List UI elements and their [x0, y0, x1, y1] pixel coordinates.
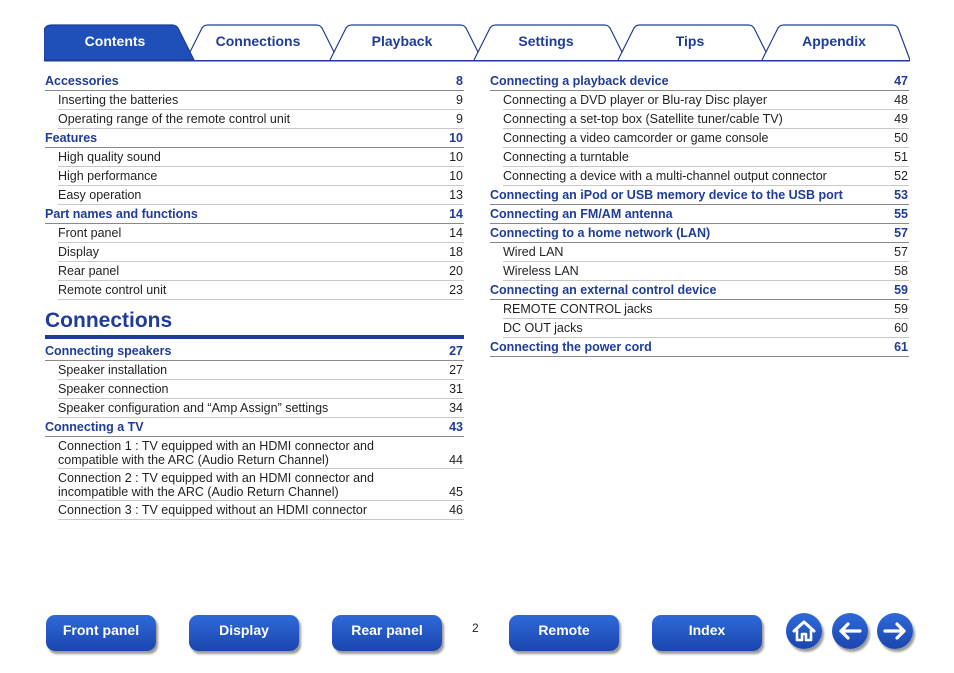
- toc-sub-entry[interactable]: [58, 281, 464, 300]
- toc-entry-title: REMOTE CONTROL jacks: [503, 302, 653, 316]
- toc-entry-title: DC OUT jacks: [503, 321, 583, 335]
- toc-entry-title: Speaker connection: [58, 382, 169, 396]
- toc-entry-page: 52: [894, 169, 908, 183]
- toc-sub-entry[interactable]: [58, 91, 464, 110]
- toc-sub-entry[interactable]: [503, 148, 909, 167]
- toc-entry-page: 47: [894, 74, 908, 88]
- toc-sub-entry[interactable]: [58, 243, 464, 262]
- toc-heading-entry[interactable]: [490, 205, 909, 224]
- toc-entry-page: 57: [894, 245, 908, 259]
- toc-entry-page: 49: [894, 112, 908, 126]
- toc-heading-entry[interactable]: [490, 281, 909, 300]
- rear-panel-button[interactable]: Rear panel: [332, 615, 442, 651]
- toc-entry-title: Connecting a video camcorder or game console: [503, 131, 769, 145]
- toc-sub-entry[interactable]: [58, 167, 464, 186]
- toc-sub-entry[interactable]: [503, 243, 909, 262]
- toc-entry-page: 20: [449, 264, 463, 278]
- toc-entry-title: Speaker configuration and “Amp Assign” settings: [58, 401, 329, 415]
- toc-entry-page: 45: [449, 485, 463, 499]
- front-panel-button[interactable]: Front panel: [46, 615, 156, 651]
- toc-entry-title: Connecting a DVD player or Blu-ray Disc player: [503, 93, 767, 107]
- toc-entry-title: High quality sound: [58, 150, 161, 164]
- tab-bar: [44, 24, 910, 62]
- toc-entry-title: Connecting a playback device: [490, 74, 669, 88]
- toc-heading-entry[interactable]: [45, 72, 464, 91]
- toc-entry-title: Remote control unit: [58, 283, 167, 297]
- tab-appendix[interactable]: Appendix: [802, 33, 866, 49]
- toc-entry-title: Connection 3 : TV equipped without an HDMI connector: [58, 503, 367, 517]
- toc-sub-entry[interactable]: [58, 224, 464, 243]
- toc-sub-entry[interactable]: [58, 437, 464, 469]
- toc-sub-entry[interactable]: [58, 110, 464, 129]
- toc-entry-page: 10: [449, 150, 463, 164]
- toc-heading-entry[interactable]: [490, 186, 909, 205]
- toc-heading-entry[interactable]: [490, 338, 909, 357]
- toc-entry-page: 18: [449, 245, 463, 259]
- toc-sub-entry[interactable]: [58, 501, 464, 520]
- toc-entry-page: 31: [449, 382, 463, 396]
- toc-heading-entry[interactable]: [45, 342, 464, 361]
- toc-entry-title: Connecting a turntable: [503, 150, 629, 164]
- toc-sub-entry[interactable]: [58, 380, 464, 399]
- home-button[interactable]: [786, 613, 822, 649]
- toc-entry-title: Connecting a device with a multi-channel output connector: [503, 169, 827, 183]
- toc-entry-page: 59: [894, 283, 908, 297]
- tab-settings[interactable]: Settings: [518, 33, 574, 49]
- toc-entry-page: 59: [894, 302, 908, 316]
- toc-entry-page: 8: [456, 74, 463, 88]
- toc-entry-page: 51: [894, 150, 908, 164]
- toc-sub-entry[interactable]: [58, 186, 464, 205]
- toc-entry-title: Front panel: [58, 226, 122, 240]
- toc-entry-page: 44: [449, 453, 463, 467]
- toc-entry-title: Display: [58, 245, 99, 259]
- toc-heading-entry[interactable]: [490, 224, 909, 243]
- forward-button[interactable]: [877, 613, 913, 649]
- toc-sub-entry[interactable]: [503, 167, 909, 186]
- toc-heading-entry[interactable]: [45, 418, 464, 437]
- toc-sub-entry[interactable]: [503, 129, 909, 148]
- toc-entry-title: Accessories: [45, 74, 119, 88]
- toc-entry-page: 58: [894, 264, 908, 278]
- toc-list-connections-continued: [490, 72, 909, 357]
- remote-button[interactable]: Remote: [509, 615, 619, 651]
- toc-entry-page: 23: [449, 283, 463, 297]
- arrow-right-icon: [877, 613, 913, 649]
- toc-entry-page: 46: [449, 503, 463, 517]
- toc-right-column: [490, 72, 909, 357]
- toc-sub-entry[interactable]: [58, 469, 464, 501]
- toc-entry-title: Connection 2 : TV equipped with an HDMI connector and incompatible with the ARC (Audio Return Channel): [58, 471, 374, 499]
- toc-entry-title: Operating range of the remote control unit: [58, 112, 291, 126]
- toc-entry-page: 61: [894, 340, 908, 354]
- toc-entry-title: Connecting a set-top box (Satellite tuner/cable TV): [503, 112, 783, 126]
- tab-playback[interactable]: Playback: [371, 33, 433, 49]
- toc-entry-page: 60: [894, 321, 908, 335]
- toc-sub-entry[interactable]: [503, 319, 909, 338]
- toc-entry-page: 10: [449, 169, 463, 183]
- home-icon: [786, 613, 822, 649]
- toc-entry-page: 13: [449, 188, 463, 202]
- toc-entry-title: Part names and functions: [45, 207, 198, 221]
- toc-heading-entry[interactable]: [45, 205, 464, 224]
- toc-sub-entry[interactable]: [503, 91, 909, 110]
- toc-entry-page: 10: [449, 131, 463, 145]
- toc-entry-page: 27: [449, 363, 463, 377]
- toc-entry-page: 48: [894, 93, 908, 107]
- toc-entry-title: Features: [45, 131, 98, 145]
- toc-entry-title: Connection 1 : TV equipped with an HDMI connector and compatible with the ARC (Audio Return Channel): [58, 439, 374, 467]
- toc-entry-page: 34: [449, 401, 463, 415]
- toc-entry-title: Connecting speakers: [45, 344, 172, 358]
- arrow-left-icon: [832, 613, 868, 649]
- toc-entry-title: Easy operation: [58, 188, 142, 202]
- toc-entry-page: 53: [894, 188, 908, 202]
- tab-contents[interactable]: Contents: [84, 33, 146, 49]
- toc-entry-page: 14: [449, 207, 463, 221]
- section-title-connections: Connections: [45, 308, 464, 339]
- toc-entry-title: Connecting an iPod or USB memory device to the USB port: [490, 188, 843, 202]
- toc-entry-title: Connecting a TV: [45, 420, 144, 434]
- toc-entry-title: Connecting the power cord: [490, 340, 652, 354]
- toc-entry-title: Inserting the batteries: [58, 93, 179, 107]
- toc-sub-entry[interactable]: [58, 148, 464, 167]
- toc-entry-page: 9: [456, 93, 463, 107]
- tab-tips[interactable]: Tips: [675, 33, 705, 49]
- back-button[interactable]: [832, 613, 868, 649]
- toc-list-getting-started: [45, 72, 464, 300]
- toc-sub-entry[interactable]: [503, 262, 909, 281]
- page-number: 2: [472, 621, 479, 635]
- toc-entry-title: Wireless LAN: [503, 264, 579, 278]
- toc-entry-page: 27: [449, 344, 463, 358]
- toc-list-connections: [45, 342, 464, 520]
- display-button[interactable]: Display: [189, 615, 299, 651]
- toc-entry-page: 14: [449, 226, 463, 240]
- toc-entry-title: High performance: [58, 169, 158, 183]
- toc-entry-title: Connecting an external control device: [490, 283, 717, 297]
- toc-entry-page: 43: [449, 420, 463, 434]
- toc-sub-entry[interactable]: [58, 361, 464, 380]
- toc-sub-entry[interactable]: [503, 110, 909, 129]
- toc-entry-page: 50: [894, 131, 908, 145]
- index-button[interactable]: Index: [652, 615, 762, 651]
- toc-heading-entry[interactable]: [490, 72, 909, 91]
- toc-entry-title: Wired LAN: [503, 245, 564, 259]
- toc-sub-entry[interactable]: [58, 399, 464, 418]
- toc-entry-title: Speaker installation: [58, 363, 168, 377]
- toc-entry-title: Connecting an FM/AM antenna: [490, 207, 673, 221]
- toc-heading-entry[interactable]: [45, 129, 464, 148]
- toc-entry-title: Connecting to a home network (LAN): [490, 226, 711, 240]
- tab-connections[interactable]: Connections: [215, 33, 301, 49]
- toc-sub-entry[interactable]: [503, 300, 909, 319]
- toc-sub-entry[interactable]: [58, 262, 464, 281]
- toc-entry-page: 55: [894, 207, 908, 221]
- toc-entry-page: 9: [456, 112, 463, 126]
- toc-entry-page: 57: [894, 226, 908, 240]
- toc-left-column: [45, 72, 464, 520]
- toc-entry-title: Rear panel: [58, 264, 120, 278]
